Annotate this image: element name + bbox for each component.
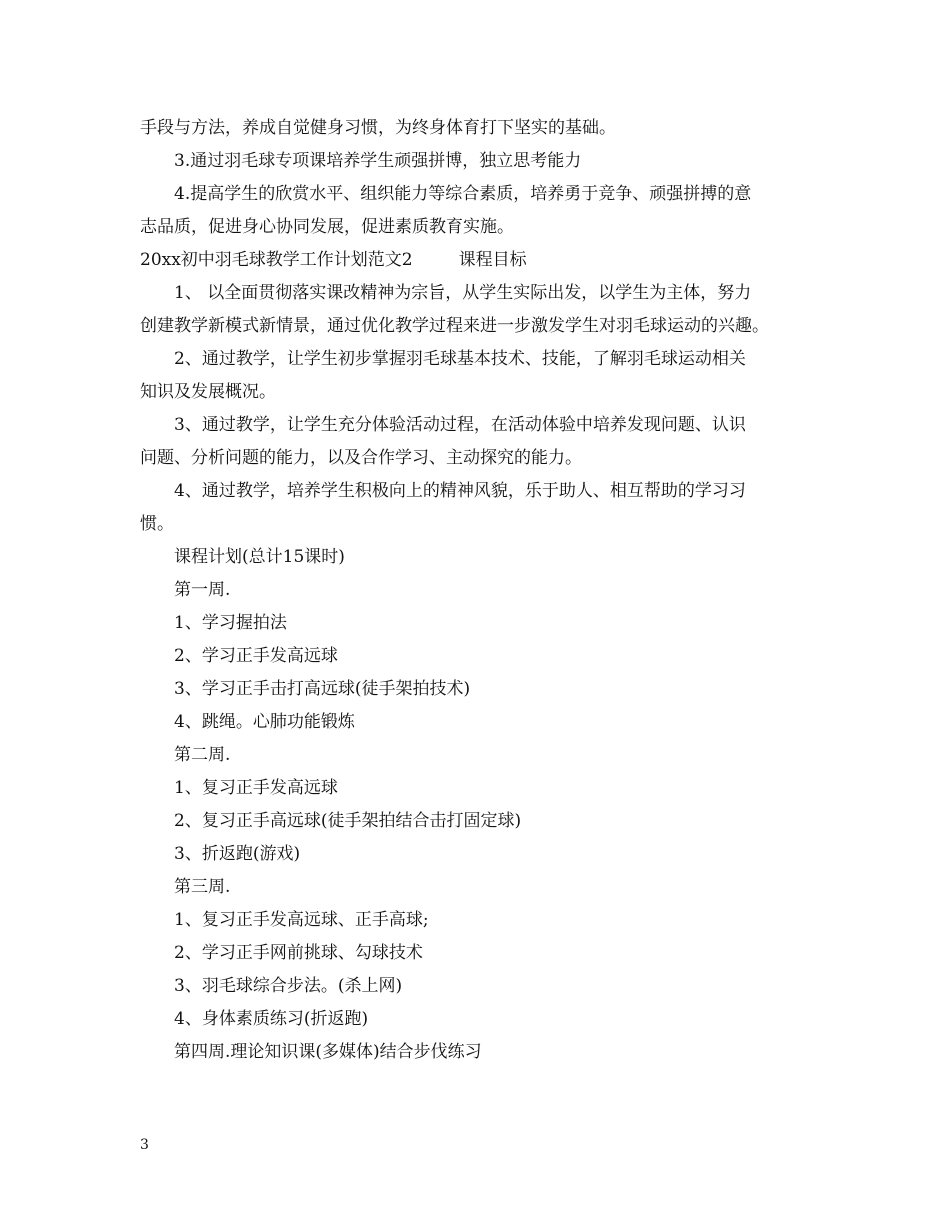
plan-heading: 课程计划(总计15课时) — [174, 547, 345, 567]
paragraph-line: 志品质，促进身心协同发展，促进素质教育实施。 — [140, 217, 514, 237]
plan-item: 2、复习正手高远球(徒手架拍结合击打固定球) — [174, 811, 522, 831]
week-heading: 第四周.理论知识课(多媒体)结合步伐练习 — [174, 1042, 482, 1062]
goal-line: 知识及发展概况。 — [140, 382, 276, 402]
goal-line: 问题、分析问题的能力，以及合作学习、主动探究的能力。 — [140, 448, 582, 468]
section-heading-title: 20xx初中羽毛球教学工作计划范文2 — [140, 250, 413, 270]
document-body — [140, 112, 820, 1069]
section-heading — [140, 244, 820, 277]
plan-item: 4、跳绳。心肺功能锻炼 — [174, 712, 355, 732]
section-heading-subtitle: 课程目标 — [458, 250, 527, 270]
plan-item: 3、羽毛球综合步法。(杀上网) — [174, 976, 403, 996]
plan-item: 1、复习正手发高远球、正手高球; — [174, 910, 429, 930]
paragraph-line: 3.通过羽毛球专项课培养学生顽强拼博，独立思考能力 — [174, 151, 582, 171]
plan-item: 2、学习正手发高远球 — [174, 646, 338, 666]
goal-line: 惯。 — [140, 514, 174, 534]
plan-item: 2、学习正手网前挑球、勾球技术 — [174, 943, 423, 963]
week-heading: 第二周. — [174, 745, 231, 765]
goal-line: 创建教学新模式新情景，通过优化教学过程来进一步激发学生对羽毛球运动的兴趣。 — [140, 316, 769, 336]
page-number: 3 — [140, 1137, 149, 1153]
week-heading: 第一周. — [174, 580, 231, 600]
paragraph-line: 手段与方法，养成自觉健身习惯，为终身体育打下坚实的基础。 — [140, 118, 616, 138]
goal-line: 1、 以全面贯彻落实课改精神为宗旨，从学生实际出发，以学生为主体，努力 — [174, 283, 752, 303]
plan-item: 1、复习正手发高远球 — [174, 778, 338, 798]
plan-item: 4、身体素质练习(折返跑) — [174, 1009, 369, 1029]
plan-item: 3、学习正手击打高远球(徒手架拍技术) — [174, 679, 471, 699]
paragraph-line: 4.提高学生的欣赏水平、组织能力等综合素质，培养勇于竞争、顽强拼搏的意 — [174, 184, 752, 204]
plan-item: 1、学习握拍法 — [174, 613, 287, 633]
week-heading: 第三周. — [174, 877, 231, 897]
plan-item: 3、折返跑(游戏) — [174, 844, 301, 864]
goal-line: 2、通过教学，让学生初步掌握羽毛球基本技术、技能，了解羽毛球运动相关 — [174, 349, 746, 369]
goal-line: 3、通过教学，让学生充分体验活动过程，在活动体验中培养发现问题、认识 — [174, 415, 746, 435]
goal-line: 4、通过教学，培养学生积极向上的精神风貌，乐于助人、相互帮助的学习习 — [174, 481, 746, 501]
